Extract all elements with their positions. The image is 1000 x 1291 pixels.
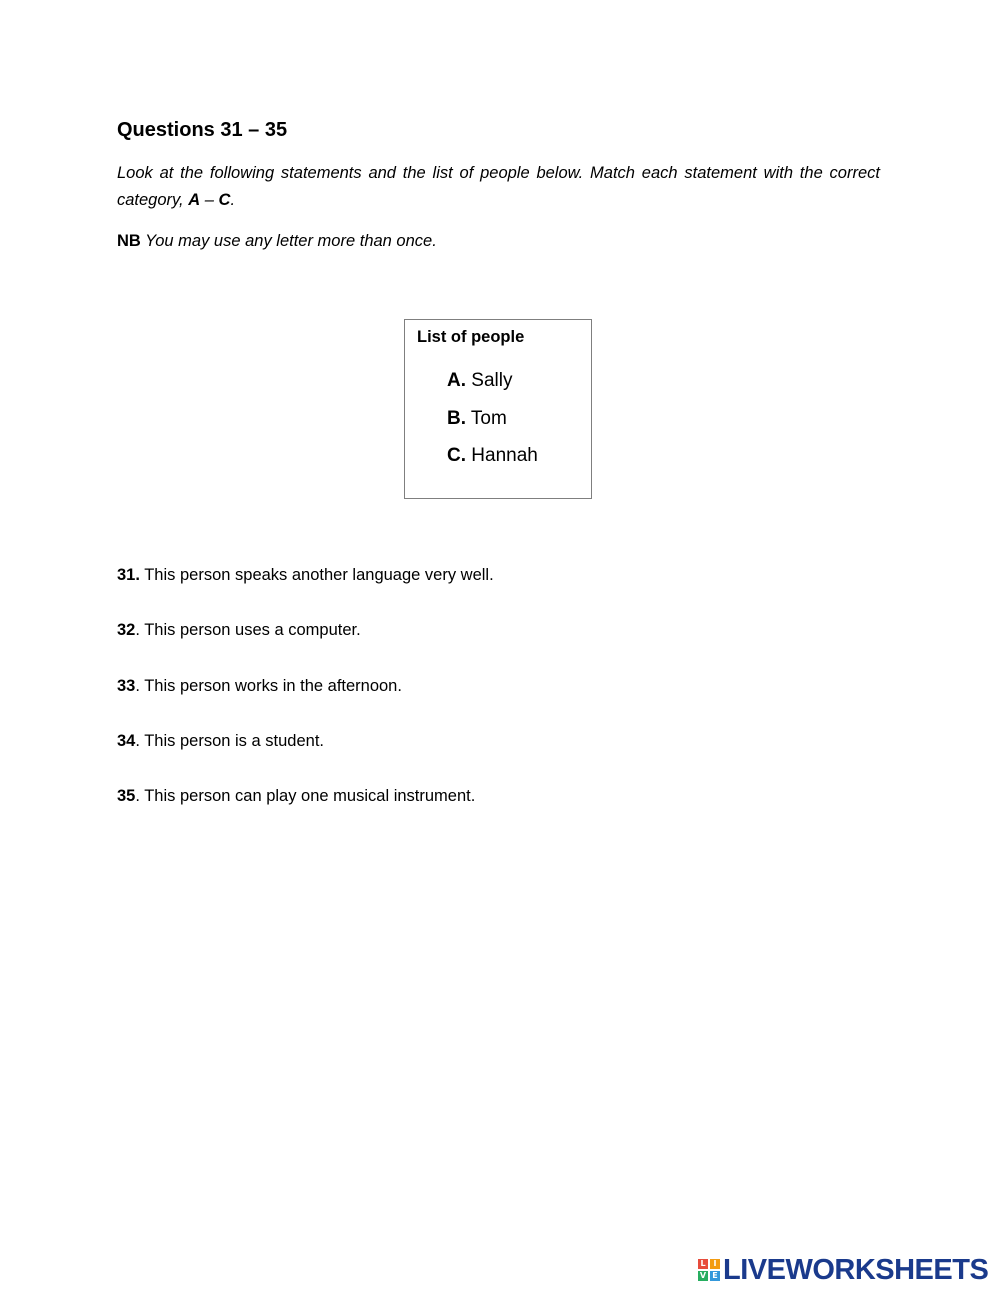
question-number: 34: [117, 732, 136, 750]
people-box-title: List of people: [417, 328, 525, 346]
instructions-end: .: [230, 191, 236, 209]
people-list-box: [404, 319, 592, 499]
question-35: [117, 787, 475, 806]
logo-block-i: I: [710, 1259, 720, 1269]
question-34: [117, 732, 324, 751]
instructions: [117, 160, 880, 214]
logo-block-l: L: [698, 1259, 708, 1269]
person-name: Sally: [466, 370, 513, 391]
question-31: [117, 566, 494, 585]
logo-block-v: V: [699, 1271, 707, 1280]
person-option-c: [447, 443, 538, 481]
instructions-dash: –: [200, 191, 219, 209]
question-text: This person speaks another language very well.: [139, 566, 494, 584]
instructions-letter-c: C: [218, 191, 231, 209]
note-label: NB: [117, 232, 141, 250]
person-option-b: [447, 406, 538, 444]
question-number: 32: [117, 621, 136, 639]
page-title: Questions 31 – 35: [117, 119, 288, 141]
logo-blocks-icon: [698, 1259, 720, 1281]
question-32: [117, 621, 361, 640]
question-number: 31.: [117, 566, 140, 584]
question-text: . This person works in the afternoon.: [135, 677, 402, 695]
person-name: Tom: [466, 407, 507, 429]
person-letter: B.: [447, 407, 466, 429]
liveworksheets-logo: [698, 1255, 988, 1285]
instructions-letter-a: A: [188, 191, 201, 209]
question-text: . This person is a student.: [135, 732, 324, 750]
logo-block-e: E: [710, 1271, 720, 1281]
person-option-a: [447, 368, 538, 406]
question-number: 35: [117, 787, 136, 805]
people-list: [447, 368, 538, 481]
logo-text: LIVEWORKSHEETS: [723, 1253, 989, 1286]
person-letter: C.: [447, 445, 466, 466]
question-33: [117, 677, 402, 696]
note-text: You may use any letter more than once.: [140, 232, 437, 250]
person-letter: A.: [447, 370, 466, 391]
note: [117, 232, 437, 251]
question-text: . This person uses a computer.: [135, 621, 361, 639]
person-name: Hannah: [466, 445, 538, 466]
instructions-text: Look at the following statements and the list of people below. Match each statement with the correct category,: [117, 164, 880, 209]
question-text: . This person can play one musical instrument.: [135, 787, 476, 805]
question-number: 33: [117, 677, 136, 695]
